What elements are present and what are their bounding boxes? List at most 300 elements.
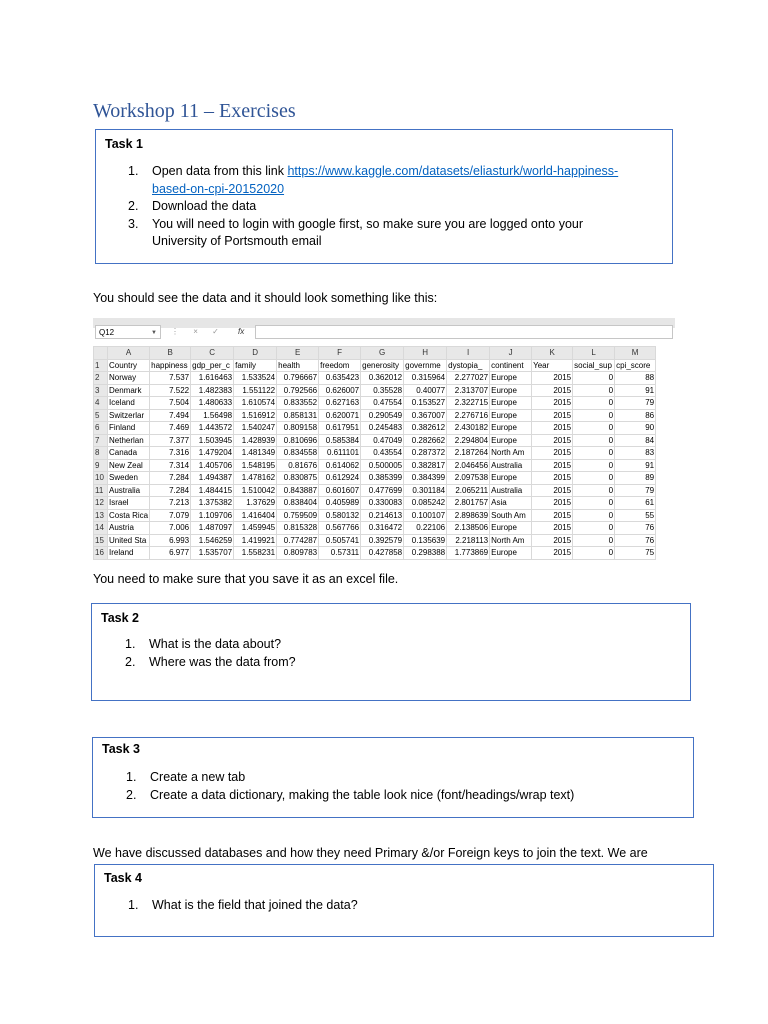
cell[interactable]: generosity (361, 359, 404, 372)
cell[interactable]: 76 (615, 522, 656, 535)
cell[interactable]: 1.494387 (191, 472, 234, 485)
cell[interactable]: 0 (573, 422, 615, 435)
cell[interactable]: 2.046456 (447, 459, 490, 472)
step-number: 2. (126, 787, 137, 802)
cell[interactable]: 0.40077 (404, 384, 447, 397)
cell[interactable]: 0.500005 (361, 459, 404, 472)
cell[interactable]: 75 (615, 547, 656, 560)
row-header[interactable]: 8 (94, 447, 108, 460)
cell[interactable]: 1.428939 (234, 434, 277, 447)
cell[interactable]: 1.484415 (191, 484, 234, 497)
row-header[interactable]: 16 (94, 547, 108, 560)
cell[interactable]: North Am (490, 534, 532, 547)
cell[interactable]: 79 (615, 484, 656, 497)
cell[interactable]: 1.487097 (191, 522, 234, 535)
cell[interactable]: 61 (615, 497, 656, 510)
column-header[interactable]: L (573, 347, 615, 360)
cell[interactable]: 2015 (532, 397, 573, 410)
step-number: 2. (125, 654, 136, 669)
sheet-row (94, 522, 656, 535)
step-text-continued: University of Portsmouth email (152, 234, 322, 248)
cell[interactable]: 1.558231 (234, 547, 277, 560)
cell[interactable]: 0.585384 (319, 434, 361, 447)
cell[interactable]: Switzerlar (108, 409, 150, 422)
cell[interactable]: Country (108, 359, 150, 372)
cell[interactable]: 6.977 (150, 547, 191, 560)
discussion-text: We have discussed databases and how they need Primary &/or Foreign keys to join the text. We are (93, 846, 648, 860)
cell[interactable]: 0.22106 (404, 522, 447, 535)
cell[interactable]: 7.522 (150, 384, 191, 397)
cell[interactable]: 2015 (532, 497, 573, 510)
row-header[interactable]: 14 (94, 522, 108, 535)
cell[interactable]: 7.284 (150, 484, 191, 497)
cell[interactable]: 7.006 (150, 522, 191, 535)
cell[interactable]: 2.294804 (447, 434, 490, 447)
cell[interactable]: 2015 (532, 509, 573, 522)
cell[interactable]: 1.616463 (191, 372, 234, 385)
task-2-step-1 (125, 636, 665, 654)
sheet-row (94, 384, 656, 397)
row-header[interactable]: 11 (94, 484, 108, 497)
cell[interactable]: 0.214613 (361, 509, 404, 522)
cell[interactable]: Europe (490, 409, 532, 422)
cell[interactable]: 0.810696 (277, 434, 319, 447)
sheet-row (94, 484, 656, 497)
cell[interactable]: 1.419921 (234, 534, 277, 547)
cell[interactable]: Denmark (108, 384, 150, 397)
cell[interactable]: Finland (108, 422, 150, 435)
sheet-row (94, 434, 656, 447)
cell[interactable]: 0 (573, 509, 615, 522)
task-2-box (91, 603, 691, 701)
cell[interactable]: 0.330083 (361, 497, 404, 510)
cell[interactable]: 86 (615, 409, 656, 422)
task-3-step-1 (126, 769, 686, 787)
cell[interactable]: 0.617951 (319, 422, 361, 435)
cell[interactable]: 1.481349 (234, 447, 277, 460)
cell[interactable]: 0.392579 (361, 534, 404, 547)
column-header[interactable]: A (108, 347, 150, 360)
sheet-row (94, 372, 656, 385)
cell[interactable]: 0.809158 (277, 422, 319, 435)
intro-text: You should see the data and it should look something like this: (93, 291, 438, 305)
step-number: 1. (128, 898, 139, 912)
fx-icon: fx (238, 327, 245, 336)
column-header[interactable]: E (277, 347, 319, 360)
cell[interactable]: 0.245483 (361, 422, 404, 435)
cell[interactable]: 2.218113 (447, 534, 490, 547)
step-text: Where was the data from? (149, 654, 296, 669)
cell[interactable]: 0.614062 (319, 459, 361, 472)
step-text: What is the data about? (149, 637, 282, 651)
cell[interactable]: 1.56498 (191, 409, 234, 422)
cell[interactable]: happiness (150, 359, 191, 372)
cell[interactable]: 0.298388 (404, 547, 447, 560)
task-4-step-1 (128, 897, 688, 915)
cell[interactable]: 0.153527 (404, 397, 447, 410)
cell[interactable]: 1.479204 (191, 447, 234, 460)
formula-bar-icons: ⋮ × ✓ (171, 327, 225, 336)
cell[interactable]: 79 (615, 397, 656, 410)
formula-bar[interactable] (255, 325, 673, 339)
cell[interactable]: cpi_score (615, 359, 656, 372)
cell[interactable]: 0.282662 (404, 434, 447, 447)
cell[interactable]: 0 (573, 497, 615, 510)
column-header[interactable]: B (150, 347, 191, 360)
step-number: 1. (128, 164, 139, 178)
cell[interactable]: 0.427858 (361, 547, 404, 560)
sheet-row (94, 422, 656, 435)
sheet-row (94, 459, 656, 472)
page-title: Workshop 11 – Exercises (93, 100, 296, 122)
name-box[interactable] (95, 325, 161, 339)
cell[interactable]: 1.773869 (447, 547, 490, 560)
cell[interactable]: 0.384399 (404, 472, 447, 485)
column-header[interactable]: D (234, 347, 277, 360)
cell[interactable]: 1.37629 (234, 497, 277, 510)
cell[interactable]: 0.601607 (319, 484, 361, 497)
cell[interactable]: 0.792566 (277, 384, 319, 397)
task-3-steps (126, 769, 686, 804)
cell[interactable]: 7.469 (150, 422, 191, 435)
cell[interactable]: 0.834558 (277, 447, 319, 460)
step-text: You will need to login with google first, so make sure you are logged onto your (152, 216, 584, 231)
cell[interactable]: 2015 (532, 434, 573, 447)
cell[interactable]: 2.898639 (447, 509, 490, 522)
cell[interactable]: Austria (108, 522, 150, 535)
grid-body (94, 359, 656, 559)
cell[interactable]: 0.759509 (277, 509, 319, 522)
cell[interactable]: 0.287372 (404, 447, 447, 460)
kaggle-link[interactable]: https://www.kaggle.com/datasets/eliasturk/world-happiness- (287, 164, 619, 178)
cell[interactable]: Year (532, 359, 573, 372)
cell[interactable]: 1.548195 (234, 459, 277, 472)
cell[interactable]: 88 (615, 372, 656, 385)
cell[interactable]: 0.382612 (404, 422, 447, 435)
cell[interactable]: 0.627163 (319, 397, 361, 410)
cell[interactable]: 0 (573, 372, 615, 385)
cell[interactable]: freedom (319, 359, 361, 372)
cell[interactable]: 76 (615, 534, 656, 547)
cell[interactable]: 0.47554 (361, 397, 404, 410)
cell[interactable]: health (277, 359, 319, 372)
cell[interactable]: 0.809783 (277, 547, 319, 560)
cell[interactable]: 0.43554 (361, 447, 404, 460)
cell[interactable]: 0.858131 (277, 409, 319, 422)
cell[interactable]: 1.610574 (234, 397, 277, 410)
task-1-title: Task 1 (105, 137, 143, 151)
step-text: Create a data dictionary, making the table look nice (font/headings/wrap text) (150, 787, 575, 802)
step-text: Open data from this link (152, 164, 288, 178)
cell[interactable]: 0.085242 (404, 497, 447, 510)
step-text: What is the field that joined the data? (152, 898, 358, 912)
select-all-corner[interactable] (94, 347, 108, 360)
cell[interactable]: South Am (490, 509, 532, 522)
save-instruction: You need to make sure that you save it as an excel file. (93, 572, 399, 586)
cell[interactable]: 0.796667 (277, 372, 319, 385)
cell[interactable]: gdp_per_c (191, 359, 234, 372)
cell[interactable]: 2.801757 (447, 497, 490, 510)
sheet-row (94, 359, 656, 372)
cell[interactable]: 7.504 (150, 397, 191, 410)
cell[interactable]: 89 (615, 472, 656, 485)
cell[interactable]: 2015 (532, 384, 573, 397)
sheet-row (94, 472, 656, 485)
cell[interactable]: 0.620071 (319, 409, 361, 422)
cell[interactable]: 1.540247 (234, 422, 277, 435)
cell[interactable]: 6.993 (150, 534, 191, 547)
cell[interactable]: 2015 (532, 422, 573, 435)
cell[interactable]: 0 (573, 534, 615, 547)
task-1-step-3 (128, 216, 668, 251)
cell[interactable]: 0.362012 (361, 372, 404, 385)
task-3-step-2 (126, 787, 686, 805)
cell[interactable]: 2.065211 (447, 484, 490, 497)
sheet-row (94, 409, 656, 422)
cell[interactable]: Europe (490, 397, 532, 410)
cell[interactable]: 2.430182 (447, 422, 490, 435)
cell[interactable]: 2.322715 (447, 397, 490, 410)
task-3-box (92, 737, 694, 818)
cell[interactable]: 0.367007 (404, 409, 447, 422)
row-header[interactable]: 5 (94, 409, 108, 422)
sheet-row (94, 547, 656, 560)
cell[interactable]: New Zeal (108, 459, 150, 472)
cell[interactable]: Australia (490, 484, 532, 497)
cell[interactable]: Norway (108, 372, 150, 385)
cell[interactable]: 0.815328 (277, 522, 319, 535)
cell[interactable]: 0.774287 (277, 534, 319, 547)
cell[interactable]: 0.833552 (277, 397, 319, 410)
cell[interactable]: 0.477699 (361, 484, 404, 497)
step-text: Download the data (152, 199, 257, 213)
cell[interactable]: 91 (615, 459, 656, 472)
name-box-value: Q12 (99, 328, 115, 337)
cell[interactable]: 55 (615, 509, 656, 522)
column-header[interactable]: M (615, 347, 656, 360)
cell[interactable]: Canada (108, 447, 150, 460)
cell[interactable]: 0.611101 (319, 447, 361, 460)
cell[interactable]: 0 (573, 447, 615, 460)
task-2-steps (125, 636, 665, 671)
cell[interactable]: Sweden (108, 472, 150, 485)
cell[interactable]: 84 (615, 434, 656, 447)
row-header[interactable]: 2 (94, 372, 108, 385)
cell[interactable]: 0.301184 (404, 484, 447, 497)
row-header[interactable]: 7 (94, 434, 108, 447)
cell[interactable]: 7.079 (150, 509, 191, 522)
cell[interactable]: Europe (490, 547, 532, 560)
cell[interactable]: 0.843887 (277, 484, 319, 497)
cell[interactable]: Europe (490, 472, 532, 485)
cell[interactable]: 1.405706 (191, 459, 234, 472)
cell[interactable]: 1.482383 (191, 384, 234, 397)
cell[interactable]: 1.375382 (191, 497, 234, 510)
column-header[interactable]: H (404, 347, 447, 360)
cell[interactable]: 90 (615, 422, 656, 435)
cell[interactable]: Netherlan (108, 434, 150, 447)
sheet-row (94, 447, 656, 460)
cell[interactable]: 7.316 (150, 447, 191, 460)
cell[interactable]: 1.459945 (234, 522, 277, 535)
cell[interactable]: Europe (490, 422, 532, 435)
cell[interactable]: Europe (490, 384, 532, 397)
cell[interactable]: 2015 (532, 472, 573, 485)
cell[interactable]: family (234, 359, 277, 372)
spreadsheet-image (93, 318, 675, 564)
cell[interactable]: 1.480633 (191, 397, 234, 410)
cell[interactable]: Europe (490, 372, 532, 385)
cell[interactable]: Europe (490, 434, 532, 447)
cell[interactable]: 2015 (532, 409, 573, 422)
cell[interactable]: dystopia_ (447, 359, 490, 372)
cell[interactable]: 0.385399 (361, 472, 404, 485)
cell[interactable]: 1.443572 (191, 422, 234, 435)
cell[interactable]: 2015 (532, 534, 573, 547)
cell[interactable]: 0 (573, 397, 615, 410)
cell[interactable]: Europe (490, 522, 532, 535)
cell[interactable]: 2015 (532, 459, 573, 472)
cell[interactable]: 7.537 (150, 372, 191, 385)
cell[interactable]: 1.109706 (191, 509, 234, 522)
row-header[interactable]: 3 (94, 384, 108, 397)
cell[interactable]: 7.213 (150, 497, 191, 510)
cell[interactable]: Asia (490, 497, 532, 510)
cell[interactable]: 2015 (532, 484, 573, 497)
column-header[interactable]: I (447, 347, 490, 360)
cell[interactable]: 0.315964 (404, 372, 447, 385)
cell[interactable]: 0.382817 (404, 459, 447, 472)
cell[interactable]: social_sup (573, 359, 615, 372)
cell[interactable]: 1.516912 (234, 409, 277, 422)
cell[interactable]: United Sta (108, 534, 150, 547)
cell[interactable]: 7.314 (150, 459, 191, 472)
cell[interactable]: Ireland (108, 547, 150, 560)
cell[interactable]: Australia (490, 459, 532, 472)
cell[interactable]: 91 (615, 384, 656, 397)
cell[interactable]: 0.81676 (277, 459, 319, 472)
cell[interactable]: 7.284 (150, 472, 191, 485)
cell[interactable]: 7.494 (150, 409, 191, 422)
spreadsheet-grid (93, 346, 656, 560)
cell[interactable]: 0.290549 (361, 409, 404, 422)
task-3-title: Task 3 (102, 742, 140, 756)
cell[interactable]: 2.187264 (447, 447, 490, 460)
cell[interactable]: 0 (573, 409, 615, 422)
cell[interactable]: 1.533524 (234, 372, 277, 385)
cell[interactable]: 2015 (532, 522, 573, 535)
cell[interactable]: 1.416404 (234, 509, 277, 522)
cell[interactable]: 0.635423 (319, 372, 361, 385)
cell[interactable]: 0.135639 (404, 534, 447, 547)
row-header[interactable]: 15 (94, 534, 108, 547)
cell[interactable]: 0.100107 (404, 509, 447, 522)
cell[interactable]: 0.612924 (319, 472, 361, 485)
kaggle-link-continued[interactable]: based-on-cpi-20152020 (152, 181, 285, 196)
cell[interactable]: 0 (573, 384, 615, 397)
cell[interactable]: Israel (108, 497, 150, 510)
cell[interactable]: 0.405989 (319, 497, 361, 510)
cell[interactable]: 2.313707 (447, 384, 490, 397)
cell[interactable]: 2015 (532, 372, 573, 385)
cell[interactable]: 2.276716 (447, 409, 490, 422)
sheet-row (94, 509, 656, 522)
cell[interactable]: Costa Rica (109, 510, 149, 520)
column-header[interactable]: G (361, 347, 404, 360)
cell[interactable]: 0.838404 (277, 497, 319, 510)
cell[interactable]: 2.138506 (447, 522, 490, 535)
row-header[interactable]: 9 (94, 459, 108, 472)
row-header[interactable]: 10 (94, 472, 108, 485)
cell[interactable]: 0.580132 (319, 509, 361, 522)
cell[interactable]: governme (404, 359, 447, 372)
cell[interactable]: 0.505741 (319, 534, 361, 547)
step-number: 1. (125, 637, 136, 651)
task-2-title: Task 2 (101, 611, 139, 625)
cell[interactable]: 1.535707 (191, 547, 234, 560)
cell[interactable]: 0.567766 (319, 522, 361, 535)
row-header[interactable]: 12 (94, 497, 108, 510)
cell[interactable]: 0 (573, 522, 615, 535)
cell[interactable]: 1.478162 (234, 472, 277, 485)
row-header[interactable]: 13 (94, 509, 108, 522)
cell[interactable]: 0.626007 (319, 384, 361, 397)
task-4-steps (128, 897, 688, 915)
cell[interactable]: 0.316472 (361, 522, 404, 535)
column-header[interactable]: C (191, 347, 234, 360)
row-header[interactable]: 6 (94, 422, 108, 435)
cell[interactable]: 1.510042 (234, 484, 277, 497)
task-2-step-2 (125, 654, 665, 672)
cell[interactable]: 0.57311 (319, 547, 361, 560)
cell[interactable]: 83 (615, 447, 656, 460)
sheet-row (94, 397, 656, 410)
cell[interactable]: 0 (573, 472, 615, 485)
column-headers (94, 347, 656, 360)
cell[interactable]: 2.097538 (447, 472, 490, 485)
cell[interactable]: 0 (573, 547, 615, 560)
cell[interactable]: continent (490, 359, 532, 372)
step-number: 2. (128, 199, 139, 213)
cell[interactable]: 7.377 (150, 434, 191, 447)
cell[interactable]: 0.47049 (361, 434, 404, 447)
column-header[interactable]: F (319, 347, 361, 360)
cell[interactable]: 0 (573, 434, 615, 447)
cell[interactable]: 0.35528 (361, 384, 404, 397)
task-1-steps (128, 163, 668, 251)
cell[interactable]: Australia (108, 484, 150, 497)
cell[interactable]: 1.503945 (191, 434, 234, 447)
cell[interactable]: 0 (573, 459, 615, 472)
cell[interactable]: 1.546259 (191, 534, 234, 547)
sheet-row (94, 534, 656, 547)
cell[interactable]: 2015 (532, 447, 573, 460)
chevron-down-icon: ▼ (151, 330, 157, 336)
task-4-box (94, 864, 714, 937)
cell[interactable]: 2015 (532, 547, 573, 560)
cell[interactable]: 0 (573, 484, 615, 497)
cell[interactable]: 2.277027 (447, 372, 490, 385)
column-header[interactable]: K (532, 347, 573, 360)
cell[interactable]: 1.551122 (234, 384, 277, 397)
column-header[interactable]: J (490, 347, 532, 360)
cell[interactable]: 0.830875 (277, 472, 319, 485)
row-header[interactable]: 1 (94, 359, 108, 372)
row-header[interactable]: 4 (94, 397, 108, 410)
cell[interactable]: North Am (490, 447, 532, 460)
task-1-step-1 (128, 163, 668, 198)
cell[interactable]: Iceland (108, 397, 150, 410)
